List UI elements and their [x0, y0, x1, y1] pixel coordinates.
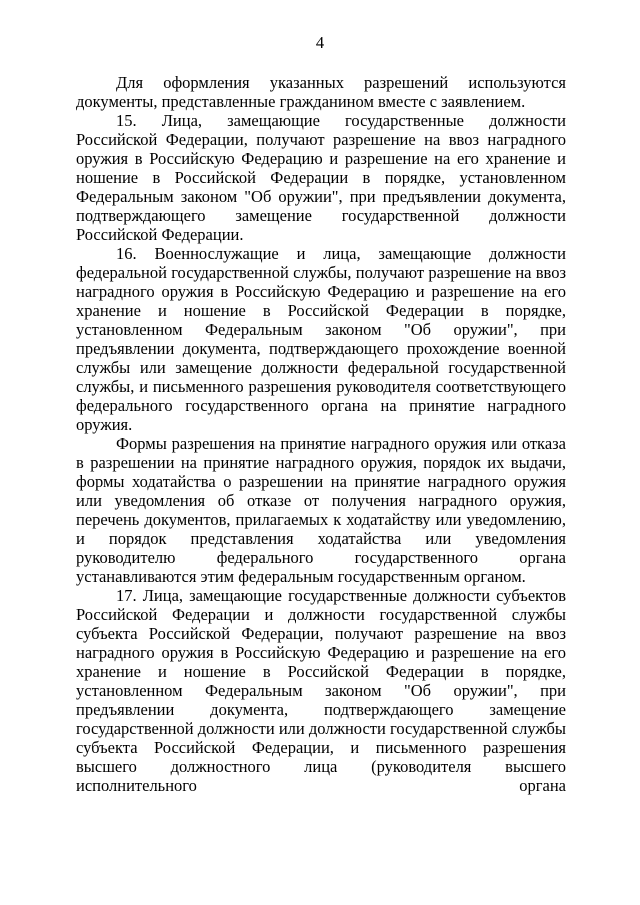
- page-number: 4: [315, 33, 325, 52]
- paragraph: Для оформления указанных разрешений используются документы, представленные гражданином вместе с заявлением.: [76, 73, 566, 111]
- paragraph: 16. Военнослужащие и лица, замещающие должности федеральной государственной службы, получают разрешение на ввоз наградного оружия в Российскую Федерацию и разрешение на его хранение и ношение в Российской Федерации в порядке, установленном Федеральным законом "Об оружии", при предъявлении документа, подтверждающего прохождение военной службы или замещение должности федеральной государственной службы, и письменного разрешения руководителя соответствующего федерального государственного органа на принятие наградного оружия.: [76, 244, 566, 434]
- document-body: [76, 73, 566, 795]
- paragraph: Формы разрешения на принятие наградного оружия или отказа в разрешении на принятие наградного оружия, порядок их выдачи, формы ходатайства о разрешении на принятие наградного оружия или уведомления об отказе от получения наградного оружия, перечень документов, прилагаемых к ходатайству или уведомлению, и порядок представления ходатайства или уведомления руководителю федерального государственного органа устанавливаются этим федеральным государственным органом.: [76, 434, 566, 586]
- paragraph: 15. Лица, замещающие государственные должности Российской Федерации, получают разрешение на ввоз наградного оружия в Российскую Федерацию и разрешение на его хранение и ношение в Российской Федерации в порядке, установленном Федеральным законом "Об оружии", при предъявлении документа, подтверждающего замещение государственной должности Российской Федерации.: [76, 111, 566, 244]
- paragraph: 17. Лица, замещающие государственные должности субъектов Российской Федерации и должности государственной службы субъекта Российской Федерации, получают разрешение на ввоз наградного оружия в Российскую Федерацию и разрешение на его хранение и ношение в Российской Федерации в порядке, установленном Федеральным законом "Об оружии", при предъявлении документа, подтверждающего замещение государственной должности или должности государственной службы субъекта Российской Федерации, и письменного разрешения высшего должностного лица (руководителя высшего исполнительного органа: [76, 586, 566, 795]
